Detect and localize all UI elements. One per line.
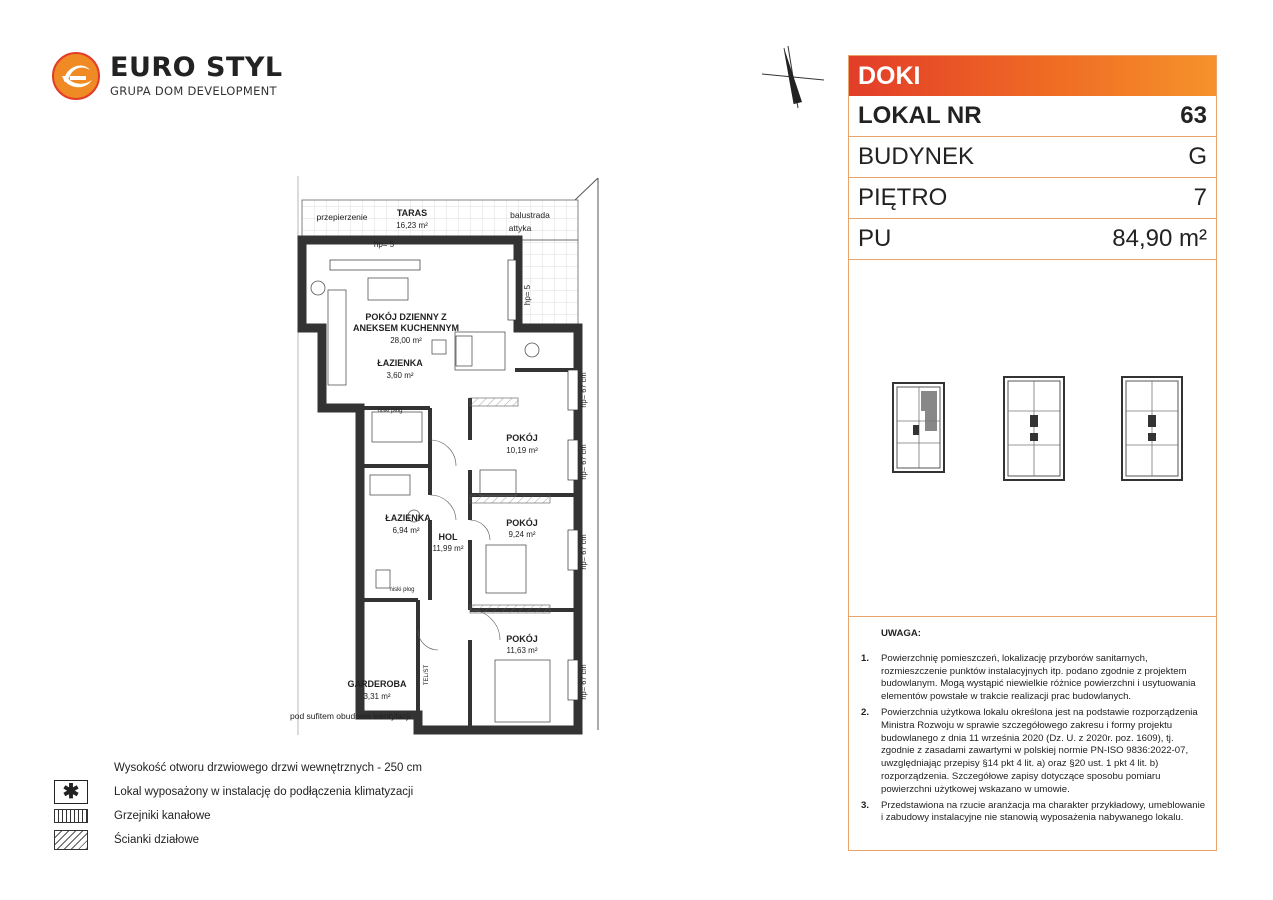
room-area: 11,99 m² [432,544,464,553]
radiator-icon [54,809,88,823]
label-niski-plog: niski płog [389,587,415,593]
asterisk-icon: ✱ [54,780,88,804]
brand-subtitle: GRUPA DOM DEVELOPMENT [110,84,277,98]
hatch-icon [54,830,88,850]
label-attyka: attyka [508,223,532,233]
notes-section [861,628,1206,828]
room-area: 10,19 m² [506,446,538,455]
legend-item [54,804,422,828]
room-area: 9,24 m² [508,530,536,539]
key-plan-1-icon [891,381,946,474]
label-hp5: hp= 5 [523,284,532,306]
room-name: ŁAZIENKA [377,358,423,368]
info-value: 7 [1193,184,1207,211]
notes-title: UWAGA: [881,628,921,639]
info-row-budynek [849,137,1216,178]
euro-styl-logo-icon [52,52,100,100]
note-text: Przedstawiona na rzucie aranżacja ma charakter przykładowy, umeblowanie i zabudowy instalacyjne nie stanowią wyposażenia nabywanego lokalu. [881,799,1206,824]
label-niski-plog: niski płog [377,408,403,414]
room-name: POKÓJ DZIENNY Z [365,312,447,322]
info-label: PU [858,225,892,252]
info-row-pietro [849,178,1216,219]
building-key-plans [849,256,1216,617]
info-label: LOKAL NR [858,102,982,129]
room-name: POKÓJ [506,433,538,443]
note-number: 1. [861,652,870,664]
label-hp67: hp= 67 cm [579,664,588,700]
note-item [861,653,1206,704]
project-name: DOKI [849,56,1216,96]
note-number: 2. [861,706,870,718]
label-hp67: hp= 67 cm [579,444,588,480]
info-row-lokal [849,96,1216,137]
note-text: Powierzchnię pomieszczeń, lokalizację przyborów sanitarnych, rozmieszczenie punktów instalacyjnych itp. podano zgodnie z projektem budowlanym. Mogą wystąpić niewielkie różnice powierzchni i usytuowania elementów powstałe w trakcie realizacji prac budowlanych. [881,652,1196,703]
room-name: ŁAZIENKA [385,513,431,523]
room-area: 11,63 m² [506,646,538,655]
room-name: GARDEROBA [347,679,407,689]
legend-text: Lokal wyposażony w instalację do podłączenia klimatyzacji [114,786,414,798]
key-plan-3-icon [1120,375,1184,482]
legend-text: Ścianki działowe [114,834,200,846]
legend-item [54,780,422,804]
brand-name: EURO STYL [110,52,283,83]
room-name: POKÓJ [506,634,538,644]
room-area: 3,60 m² [386,371,414,380]
room-name: POKÓJ [506,518,538,528]
info-label: PIĘTRO [858,184,948,211]
label-przepierzenie: przepierzenie [316,212,368,222]
room-name: HOL [438,532,458,542]
note-text: Powierzchnia użytkowa lokalu określona jest na podstawie rozporządzenia Ministra Rozwoju w sprawie szczegółowego zakresu i formy projektu budowlanego z dnia 11 września 2020 (Dz. U. z 2020r. poz. 1609), tj. zgodnie z zasadami zawartymi w polskiej normie PN-ISO 9836:2022-07, uwzględniając przepisy §14 pkt 4 lit. a) oraz §20 ust. 1 pkt 4 lit. b) rozporządzenia. Szczegółowe zapisy dotyczące sposobu pomiaru powierzchni użytkowej wskazano w umowie. [881,706,1198,795]
legend-item [54,756,422,780]
unit-info-panel [848,55,1217,851]
info-value: 63 [1180,102,1207,129]
key-plan-2-icon [1002,375,1066,482]
info-value: G [1188,143,1207,170]
room-area: 16,23 m² [396,221,428,230]
north-compass-icon [758,42,828,112]
legend [54,756,422,852]
room-area: 6,94 m² [392,526,420,535]
legend-item [54,828,422,852]
info-row-pu [849,219,1216,260]
info-label: BUDYNEK [858,143,975,170]
brand-logo [52,50,283,102]
floor-plan [290,170,610,740]
label-teleinf: TEL/ST [424,664,430,686]
label-hp67: hp= 67 cm [579,372,588,408]
info-value: 84,90 m² [1112,225,1207,252]
label-hp67: hp= 67 cm [579,534,588,570]
room-name: ANEKSEM KUCHENNYM [352,323,460,333]
label-hp5: hp= 5 [373,240,395,249]
note-number: 3. [861,799,870,811]
label-balustrada: balustrada [510,210,550,220]
room-area: 28,00 m² [390,336,422,345]
legend-text: Wysokość otworu drzwiowego drzwi wewnętrznych - 250 cm [114,762,422,774]
legend-text: Grzejniki kanałowe [114,810,211,822]
room-area: 3,31 m² [363,692,391,701]
room-name: TARAS [396,208,428,218]
note-item [861,707,1206,797]
note-item [861,800,1206,826]
label-sufit: pod sufitem obudowa wentylacji [290,711,411,721]
